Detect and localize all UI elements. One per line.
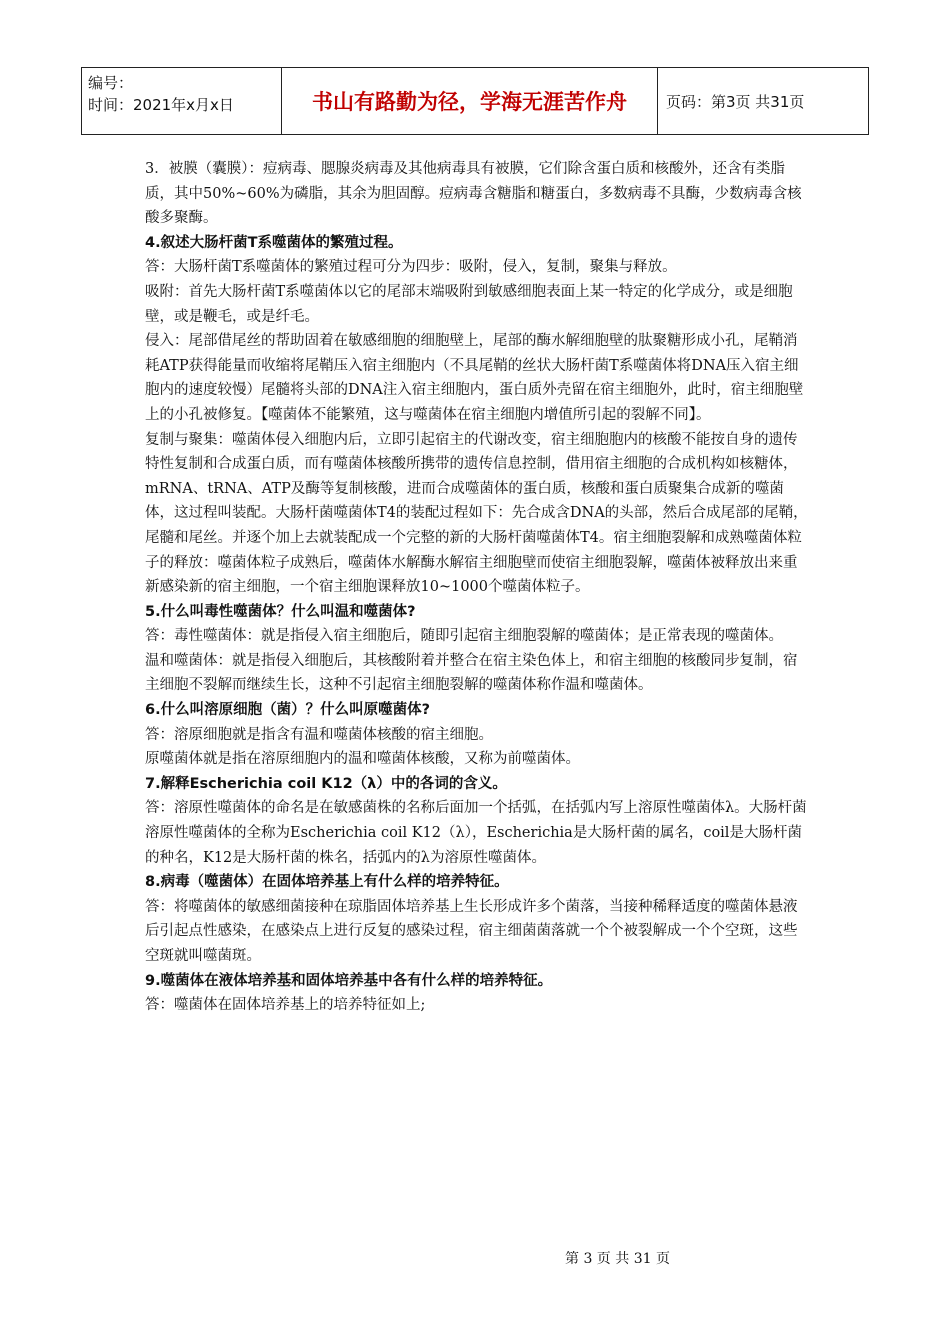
page-label: 页码：第3页 共31页 <box>666 92 805 111</box>
paragraph: 复制与聚集：噬菌体侵入细胞内后，立即引起宿主的代谢改变，宿主细胞胞内的核酸不能按自身的遗传特性复制和合成蛋白质，而有噬菌体核酸所携带的遗传信息控制，借用宿主细胞的合成机构如核糖体，mRNA、tRNA、ATP及酶等复制核酸，进而合成噬菌体的蛋白质，核酸和蛋白质聚集合成新的噬菌体，这过程叫装配。大肠杆菌噬菌体T4的装配过程如下：先合成含DNA的头部，然后合成尾部的尾鞘，尾髓和尾丝。并逐个加上去就装配成一个完整的新的大肠杆菌噬菌体T4。宿主细胞裂解和成熟噬菌体粒子的释放：噬菌体粒子成熟后，噬菌体水解酶水解宿主细胞壁而使宿主细胞裂解，噬菌体被释放出来重新感染新的宿主细胞，一个宿主细胞课释放10~1000个噬菌体粒子。 <box>145 431 808 596</box>
question-heading: 5.什么叫毒性噬菌体？什么叫温和噬菌体? <box>145 603 416 620</box>
question-heading: 4.叙述大肠杆菌T系噬菌体的繁殖过程。 <box>145 234 403 251</box>
question-heading: 7.解释Escherichia coil K12（λ）中的各词的含义。 <box>145 775 507 792</box>
motto: 书山有路勤为径，学海无涯苦作舟 <box>282 68 658 134</box>
paragraph: 吸附：首先大肠杆菌T系噬菌体以它的尾部末端吸附到敏感细胞表面上某一特定的化学成分，或是细胞壁，或是鞭毛，或是纤毛。 <box>145 283 793 325</box>
paragraph: 答：溶原细胞就是指含有温和噬菌体核酸的宿主细胞。 <box>145 726 493 743</box>
page-footer: 第 3 页 共 31 页 <box>565 1251 670 1267</box>
question-heading: 8.病毒（噬菌体）在固体培养基上有什么样的培养特征。 <box>145 874 509 891</box>
page-header <box>81 67 869 135</box>
paragraph: 答：噬菌体在固体培养基上的培养特征如上; <box>145 997 426 1014</box>
paragraph: 答：将噬菌体的敏感细菌接种在琼脂固体培养基上生长形成许多个菌落，当接种稀释适度的噬菌体悬液后引起点性感染，在感染点上进行反复的感染过程，宿主细菌菌落就一个个被裂解成一个个空斑，这些空斑就叫噬菌斑。 <box>145 898 798 964</box>
paragraph: 3．被膜（囊膜）：痘病毒、腮腺炎病毒及其他病毒具有被膜，它们除含蛋白质和核酸外，还含有类脂质，其中50%~60%为磷脂，其余为胆固醇。痘病毒含糖脂和糖蛋白，多数病毒不具酶，少数病毒含核酸多聚酶。 <box>145 161 802 227</box>
header-meta <box>82 68 282 134</box>
paragraph: 答：大肠杆菌T系噬菌体的繁殖过程可分为四步：吸附，侵入，复制，聚集与释放。 <box>145 259 677 276</box>
paragraph: 答：毒性噬菌体：就是指侵入宿主细胞后，随即引起宿主细胞裂解的噬菌体；是正常表现的噬菌体。 <box>145 628 783 645</box>
question-heading: 9.噬菌体在液体培养基和固体培养基中各有什么样的培养特征。 <box>145 972 553 989</box>
paragraph: 原噬菌体就是指在溶原细胞内的温和噬菌体核酸，又称为前噬菌体。 <box>145 751 580 768</box>
time-label: 时间：2021年x月x日 <box>88 96 234 114</box>
document-body <box>145 157 810 1018</box>
paragraph: 答：溶原性噬菌体的命名是在敏感菌株的名称后面加一个括弧，在括弧内写上溶原性噬菌体λ。大肠杆菌溶原性噬菌体的全称为Escherichia coil K12（λ），Escherichia是大肠杆菌的属名，coil是大肠杆菌的种名，K12是大肠杆菌的株名，括弧内的λ为溶原性噬菌体。 <box>145 800 807 866</box>
question-heading: 6.什么叫溶原细胞（菌）？什么叫原噬菌体? <box>145 702 431 719</box>
paragraph: 温和噬菌体：就是指侵入细胞后，其核酸附着并整合在宿主染色体上，和宿主细胞的核酸同步复制，宿主细胞不裂解而继续生长，这种不引起宿主细胞裂解的噬菌体称作温和噬菌体。 <box>145 652 798 694</box>
number-label: 编号： <box>88 74 134 92</box>
paragraph: 侵入：尾部借尾丝的帮助固着在敏感细胞的细胞壁上，尾部的酶水解细胞壁的肽聚糖形成小孔，尾鞘消耗ATP获得能量而收缩将尾鞘压入宿主细胞内（不具尾鞘的丝状大肠杆菌T系噬菌体将DNA压入宿主细胞内的速度较慢）尾髓将头部的DNA注入宿主细胞内，蛋白质外壳留在宿主细胞外，此时，宿主细胞壁上的小孔被修复。【噬菌体不能繁殖，这与噬菌体在宿主细胞内增值所引起的裂解不同】。 <box>145 333 804 423</box>
